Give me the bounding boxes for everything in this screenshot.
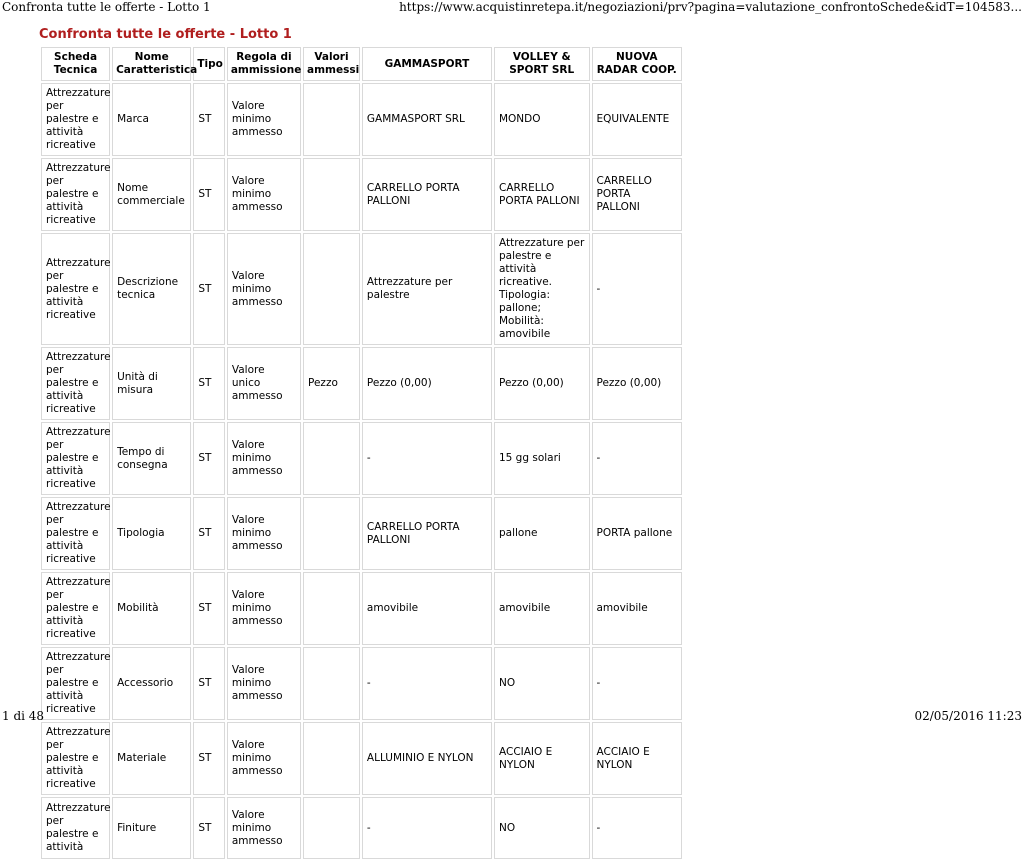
cell-nuova-radar: EQUIVALENTE — [592, 83, 683, 156]
cell-valori-ammessi — [303, 83, 360, 156]
cell-nuova-radar: Pezzo (0,00) — [592, 347, 683, 420]
cell-nome-caratteristica: Finiture — [112, 797, 191, 859]
cell-gammasport: - — [362, 797, 492, 859]
cell-valori-ammessi — [303, 572, 360, 645]
page-title: Confronta tutte le offerte - Lotto 1 — [39, 27, 292, 42]
cell-volley-sport: NO — [494, 647, 590, 720]
table-row — [41, 572, 682, 645]
cell-tipo: ST — [193, 347, 225, 420]
cell-nuova-radar: ACCIAIO E NYLON — [592, 722, 683, 795]
offers-comparison-table-container — [39, 45, 684, 853]
print-header-title: Confronta tutte le offerte - Lotto 1 — [2, 0, 211, 14]
table-header-row — [41, 47, 682, 81]
cell-nome-caratteristica: Materiale — [112, 722, 191, 795]
cell-volley-sport: 15 gg solari — [494, 422, 590, 495]
table-row — [41, 83, 682, 156]
column-header-tipo: Tipo — [193, 47, 225, 81]
cell-tipo: ST — [193, 233, 225, 345]
cell-volley-sport: amovibile — [494, 572, 590, 645]
cell-regola-ammissione: Valore minimo ammesso — [227, 647, 301, 720]
column-header-regola-ammissione: Regola di ammissione — [227, 47, 301, 81]
cell-gammasport: CARRELLO PORTA PALLONI — [362, 158, 492, 231]
cell-regola-ammissione: Valore minimo ammesso — [227, 722, 301, 795]
cell-gammasport: - — [362, 647, 492, 720]
cell-regola-ammissione: Valore minimo ammesso — [227, 497, 301, 570]
cell-nome-caratteristica: Accessorio — [112, 647, 191, 720]
cell-regola-ammissione: Valore minimo ammesso — [227, 422, 301, 495]
cell-tipo: ST — [193, 647, 225, 720]
cell-volley-sport: MONDO — [494, 83, 590, 156]
column-header-valori-ammessi: Valori ammessi — [303, 47, 360, 81]
cell-regola-ammissione: Valore unico ammesso — [227, 347, 301, 420]
cell-nome-caratteristica: Tempo di consegna — [112, 422, 191, 495]
table-row — [41, 722, 682, 795]
cell-volley-sport: pallone — [494, 497, 590, 570]
cell-scheda-tecnica: Attrezzature per palestre e attività — [41, 797, 110, 859]
cell-nome-caratteristica: Mobilità — [112, 572, 191, 645]
cell-valori-ammessi — [303, 497, 360, 570]
table-row — [41, 647, 682, 720]
cell-tipo: ST — [193, 572, 225, 645]
table-row — [41, 347, 682, 420]
cell-regola-ammissione: Valore minimo ammesso — [227, 158, 301, 231]
cell-gammasport: Pezzo (0,00) — [362, 347, 492, 420]
cell-valori-ammessi — [303, 797, 360, 859]
cell-nome-caratteristica: Descrizione tecnica — [112, 233, 191, 345]
table-row — [41, 233, 682, 345]
cell-nome-caratteristica: Unità di misura — [112, 347, 191, 420]
cell-nuova-radar: - — [592, 422, 683, 495]
cell-nuova-radar: PORTA pallone — [592, 497, 683, 570]
cell-scheda-tecnica: Attrezzature per palestre e attività ricreative — [41, 572, 110, 645]
cell-scheda-tecnica: Attrezzature per palestre e attività ricreative — [41, 647, 110, 720]
cell-scheda-tecnica: Attrezzature per palestre e attività ricreative — [41, 347, 110, 420]
print-footer-page: 1 di 48 — [2, 709, 45, 723]
cell-tipo: ST — [193, 83, 225, 156]
cell-tipo: ST — [193, 158, 225, 231]
cell-gammasport: GAMMASPORT SRL — [362, 83, 492, 156]
cell-scheda-tecnica: Attrezzature per palestre e attività ricreative — [41, 83, 110, 156]
cell-gammasport: ALLUMINIO E NYLON — [362, 722, 492, 795]
column-header-nome-caratteristica: Nome Caratteristica — [112, 47, 191, 81]
cell-regola-ammissione: Valore minimo ammesso — [227, 572, 301, 645]
cell-valori-ammessi — [303, 647, 360, 720]
cell-scheda-tecnica: Attrezzature per palestre e attività ricreative — [41, 233, 110, 345]
offers-comparison-table — [39, 45, 684, 861]
cell-regola-ammissione: Valore minimo ammesso — [227, 797, 301, 859]
cell-volley-sport: Attrezzature per palestre e attività ricreative. Tipologia: pallone; Mobilità: amovibile — [494, 233, 590, 345]
cell-nuova-radar: - — [592, 233, 683, 345]
table-row — [41, 497, 682, 570]
column-header-gammasport: GAMMASPORT — [362, 47, 492, 81]
cell-valori-ammessi: Pezzo — [303, 347, 360, 420]
cell-nome-caratteristica: Nome commerciale — [112, 158, 191, 231]
cell-volley-sport: Pezzo (0,00) — [494, 347, 590, 420]
cell-scheda-tecnica: Attrezzature per palestre e attività ricreative — [41, 497, 110, 570]
print-header-url: https://www.acquistinretepa.it/negoziazioni/prv?pagina=valutazione_confrontoSchede&idT=104583... — [399, 0, 1022, 14]
cell-volley-sport: NO — [494, 797, 590, 859]
cell-valori-ammessi — [303, 158, 360, 231]
cell-tipo: ST — [193, 497, 225, 570]
table-row — [41, 797, 682, 859]
cell-tipo: ST — [193, 722, 225, 795]
cell-scheda-tecnica: Attrezzature per palestre e attività ricreative — [41, 422, 110, 495]
cell-tipo: ST — [193, 422, 225, 495]
cell-valori-ammessi — [303, 722, 360, 795]
cell-nuova-radar: CARRELLO PORTA PALLONI — [592, 158, 683, 231]
cell-valori-ammessi — [303, 422, 360, 495]
column-header-volley-sport: VOLLEY & SPORT SRL — [494, 47, 590, 81]
print-footer-datetime: 02/05/2016 11:23 — [914, 709, 1022, 723]
cell-valori-ammessi — [303, 233, 360, 345]
cell-gammasport: Attrezzature per palestre — [362, 233, 492, 345]
table-body — [41, 83, 682, 859]
cell-gammasport: - — [362, 422, 492, 495]
cell-tipo: ST — [193, 797, 225, 859]
cell-scheda-tecnica: Attrezzature per palestre e attività ricreative — [41, 722, 110, 795]
cell-regola-ammissione: Valore minimo ammesso — [227, 233, 301, 345]
cell-volley-sport: ACCIAIO E NYLON — [494, 722, 590, 795]
cell-nuova-radar: - — [592, 797, 683, 859]
cell-gammasport: CARRELLO PORTA PALLONI — [362, 497, 492, 570]
cell-nuova-radar: amovibile — [592, 572, 683, 645]
cell-scheda-tecnica: Attrezzature per palestre e attività ricreative — [41, 158, 110, 231]
table-row — [41, 422, 682, 495]
table-row — [41, 158, 682, 231]
cell-gammasport: amovibile — [362, 572, 492, 645]
column-header-scheda-tecnica: Scheda Tecnica — [41, 47, 110, 81]
cell-regola-ammissione: Valore minimo ammesso — [227, 83, 301, 156]
cell-nome-caratteristica: Marca — [112, 83, 191, 156]
cell-nuova-radar: - — [592, 647, 683, 720]
cell-volley-sport: CARRELLO PORTA PALLONI — [494, 158, 590, 231]
cell-nome-caratteristica: Tipologia — [112, 497, 191, 570]
column-header-nuova-radar: NUOVA RADAR COOP. — [592, 47, 683, 81]
